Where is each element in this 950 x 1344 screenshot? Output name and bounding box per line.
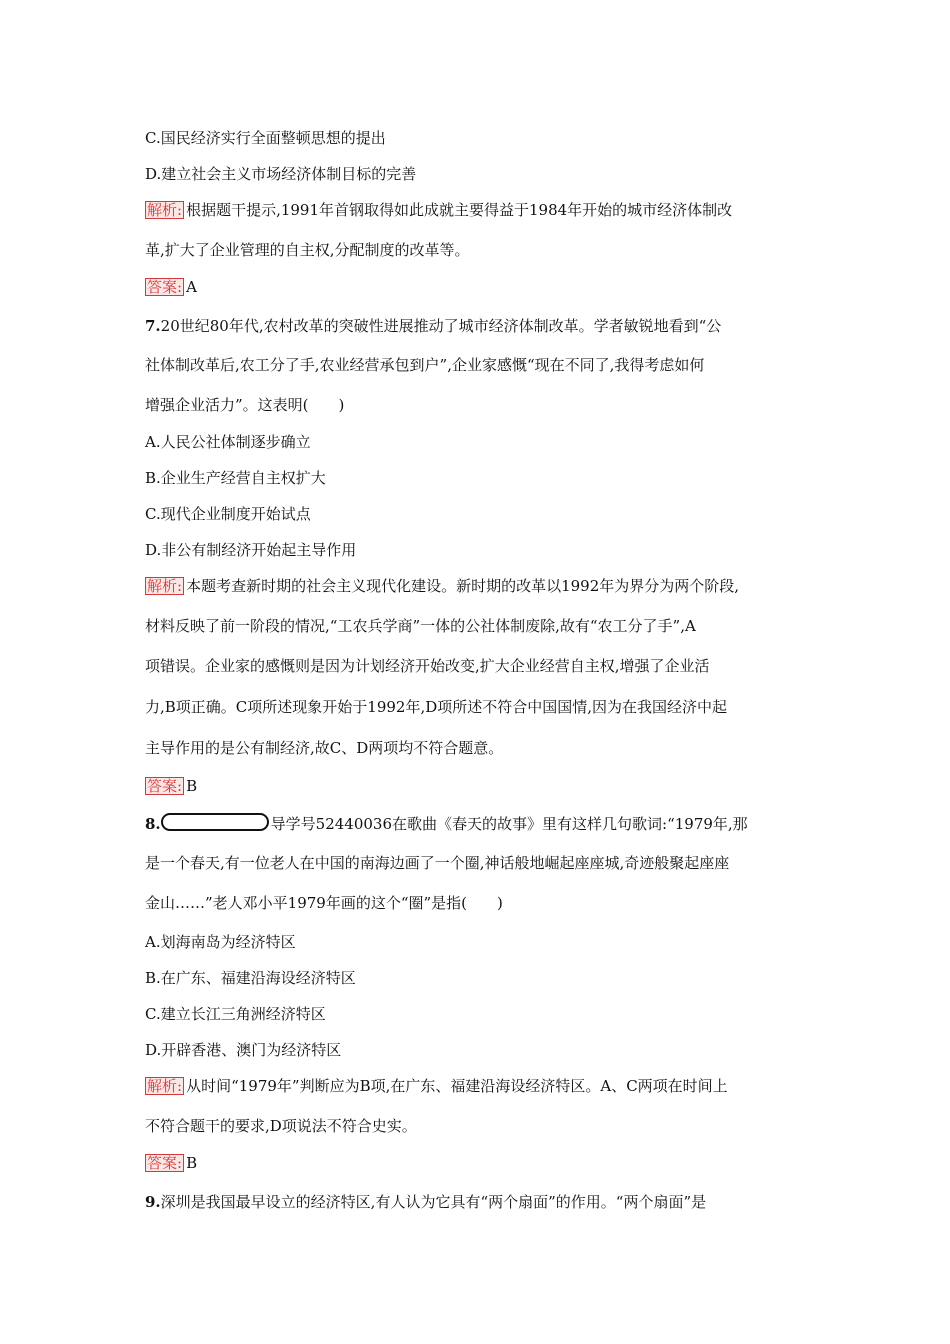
answer-value: B bbox=[186, 1154, 198, 1172]
option-b: B.企业生产经营自主权扩大 bbox=[145, 469, 326, 487]
analysis-text: 从时间“1979年”判断应为B项,在广东、福建沿海设经济特区。A、C两项在时间上 bbox=[186, 1077, 728, 1095]
analysis-line: 革,扩大了企业管理的自主权,分配制度的改革等。 bbox=[145, 241, 470, 259]
analysis-line: 不符合题干的要求,D项说法不符合史实。 bbox=[145, 1117, 417, 1135]
stem-line: 金山……”老人邓小平1979年画的这个“圈”是指( ) bbox=[145, 894, 503, 912]
question-number: 7. bbox=[145, 317, 161, 335]
analysis-tag: 解析: bbox=[147, 201, 183, 219]
option-d: D.非公有制经济开始起主导作用 bbox=[145, 541, 357, 559]
analysis-text: 本题考查新时期的社会主义现代化建设。新时期的改革以1992年为界分为两个阶段, bbox=[186, 577, 740, 595]
answer-tag: 答案: bbox=[147, 777, 183, 795]
analysis-line: 项错误。企业家的感慨则是因为计划经济开始改变,扩大企业经营自主权,增强了企业活 bbox=[145, 657, 710, 675]
answer-line bbox=[145, 1153, 815, 1173]
analysis-tag: 解析: bbox=[147, 577, 183, 595]
option-d: D.建立社会主义市场经济体制目标的完善 bbox=[145, 165, 417, 183]
question-7-stem bbox=[145, 316, 815, 336]
option-a: A.划海南岛为经济特区 bbox=[145, 933, 296, 951]
stem-line: 是一个春天,有一位老人在中国的南海边画了一个圈,神话般地崛起座座城,奇迹般聚起座座 bbox=[145, 854, 730, 872]
question-number: 9. bbox=[145, 1193, 161, 1211]
stem-line: 增强企业活力”。这表明( ) bbox=[145, 396, 345, 414]
option-b: B.在广东、福建沿海设经济特区 bbox=[145, 969, 356, 987]
answer-value: A bbox=[186, 278, 197, 296]
question-9-stem bbox=[145, 1192, 815, 1212]
answer-tag: 答案: bbox=[147, 278, 183, 296]
answer-line bbox=[145, 776, 815, 796]
stem-text: 导学号52440036在歌曲《春天的故事》里有这样几句歌词:“1979年,那 bbox=[270, 815, 748, 833]
stem-text: 20世纪80年代,农村改革的突破性进展推动了城市经济体制改革。学者敏锐地看到“公 bbox=[160, 317, 722, 335]
analysis-line: 力,B项正确。C项所述现象开始于1992年,D项所述不符合中国国情,因为在我国经济中起 bbox=[145, 698, 728, 716]
question-8-stem bbox=[145, 813, 815, 834]
rounded-box-icon bbox=[161, 813, 269, 831]
analysis-line: 材料反映了前一阶段的情况,“工农兵学商”一体的公社体制废除,故有“农工分了手”,A bbox=[145, 617, 696, 635]
question-number: 8. bbox=[145, 815, 161, 833]
analysis-tag: 解析: bbox=[147, 1077, 183, 1095]
analysis-line: 主导作用的是公有制经济,故C、D两项均不符合题意。 bbox=[145, 739, 504, 757]
option-d: D.开辟香港、澳门为经济特区 bbox=[145, 1041, 342, 1059]
stem-text: 深圳是我国最早设立的经济特区,有人认为它具有“两个扇面”的作用。“两个扇面”是 bbox=[160, 1193, 707, 1211]
analysis-line bbox=[145, 200, 815, 220]
answer-tag: 答案: bbox=[147, 1154, 183, 1172]
answer-value: B bbox=[186, 777, 198, 795]
analysis-text: 根据题干提示,1991年首钢取得如此成就主要得益于1984年开始的城市经济体制改 bbox=[186, 201, 733, 219]
stem-line: 社体制改革后,农工分了手,农业经营承包到户”,企业家感慨“现在不同了,我得考虑如何 bbox=[145, 356, 705, 374]
option-c: C.建立长江三角洲经济特区 bbox=[145, 1005, 326, 1023]
analysis-line bbox=[145, 576, 815, 596]
analysis-line bbox=[145, 1076, 815, 1096]
answer-line bbox=[145, 277, 815, 297]
option-a: A.人民公社体制逐步确立 bbox=[145, 433, 311, 451]
option-c: C.现代企业制度开始试点 bbox=[145, 505, 311, 523]
option-c: C.国民经济实行全面整顿思想的提出 bbox=[145, 129, 386, 147]
